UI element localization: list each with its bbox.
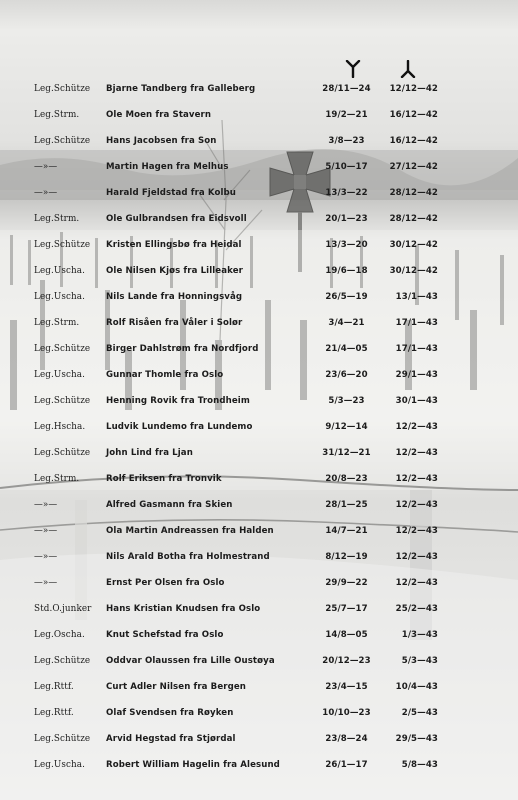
death-date: 27/12—42	[389, 162, 438, 172]
death-date: 12/12—42	[389, 84, 438, 94]
birth-date: 5/3—23	[328, 396, 365, 406]
name-origin: Hans Jacobsen fra Son	[106, 136, 217, 146]
roster-row	[0, 708, 518, 722]
birth-date: 13/3—22	[325, 188, 368, 198]
roster-row	[0, 214, 518, 228]
roster-row	[0, 656, 518, 670]
death-date: 28/12—42	[389, 214, 438, 224]
death-date: 17/1—43	[395, 344, 438, 354]
rank: Leg.Schütze	[34, 240, 91, 250]
death-date: 28/12—42	[389, 188, 438, 198]
rank: Leg.Rttf.	[34, 708, 74, 718]
birth-date: 26/1—17	[325, 760, 368, 770]
birth-date: 28/1—25	[325, 500, 368, 510]
name-origin: Alfred Gasmann fra Skien	[106, 500, 233, 510]
death-date: 16/12—42	[389, 136, 438, 146]
roster-row	[0, 760, 518, 774]
birth-date: 25/7—17	[325, 604, 368, 614]
death-date: 29/5—43	[395, 734, 438, 744]
roster-row	[0, 292, 518, 306]
birth-rune-icon	[344, 60, 362, 78]
rank: Leg.Schütze	[34, 656, 91, 666]
death-date: 12/2—43	[395, 578, 438, 588]
birth-date: 31/12—21	[322, 448, 371, 458]
death-date: 12/2—43	[395, 422, 438, 432]
name-origin: Robert William Hagelin fra Alesund	[106, 760, 280, 770]
roster-row	[0, 422, 518, 436]
rank: —»—	[34, 162, 58, 172]
rank: —»—	[34, 188, 58, 198]
roster-row	[0, 266, 518, 280]
birth-date: 14/8—05	[325, 630, 368, 640]
death-date: 13/1—43	[395, 292, 438, 302]
name-origin: Ole Moen fra Stavern	[106, 110, 212, 120]
name-origin: Olaf Svendsen fra Røyken	[106, 708, 234, 718]
rank: —»—	[34, 500, 58, 510]
name-origin: Rolf Risåen fra Våler i Solør	[106, 318, 243, 328]
rank: Leg.Schütze	[34, 448, 91, 458]
birth-date: 10/10—23	[322, 708, 371, 718]
rank: Leg.Uscha.	[34, 266, 86, 276]
death-date: 30/12—42	[389, 266, 438, 276]
name-origin: Ola Martin Andreassen fra Halden	[106, 526, 274, 536]
death-date: 2/5—43	[401, 708, 438, 718]
death-date: 12/2—43	[395, 448, 438, 458]
name-origin: Martin Hagen fra Melhus	[106, 162, 229, 172]
name-origin: Harald Fjeldstad fra Kolbu	[106, 188, 237, 198]
death-date: 5/3—43	[401, 656, 438, 666]
name-origin: Kristen Ellingsbø fra Heidal	[106, 240, 242, 250]
death-rune-icon	[399, 60, 417, 78]
rank: Leg.Strm.	[34, 110, 80, 120]
birth-date: 23/6—20	[325, 370, 368, 380]
roster-row	[0, 682, 518, 696]
name-origin: Curt Adler Nilsen fra Bergen	[106, 682, 246, 692]
roster-row	[0, 500, 518, 514]
roster-row	[0, 578, 518, 592]
death-date: 10/4—43	[395, 682, 438, 692]
roster-row	[0, 110, 518, 124]
name-origin: John Lind fra Ljan	[106, 448, 193, 458]
birth-date: 5/10—17	[325, 162, 368, 172]
roster-row	[0, 318, 518, 332]
name-origin: Hans Kristian Knudsen fra Oslo	[106, 604, 261, 614]
death-date: 17/1—43	[395, 318, 438, 328]
birth-date: 21/4—05	[325, 344, 368, 354]
birth-date: 23/8—24	[325, 734, 368, 744]
birth-date: 20/12—23	[322, 656, 371, 666]
rank: Leg.Schütze	[34, 136, 91, 146]
name-origin: Ludvik Lundemo fra Lundemo	[106, 422, 253, 432]
roster-row	[0, 396, 518, 410]
name-origin: Arvid Hegstad fra Stjørdal	[106, 734, 236, 744]
roster-row	[0, 84, 518, 98]
roster-row	[0, 370, 518, 384]
birth-date: 14/7—21	[325, 526, 368, 536]
birth-date: 19/6—18	[325, 266, 368, 276]
rank: Leg.Strm.	[34, 474, 80, 484]
roster-row	[0, 344, 518, 358]
rank: Leg.Uscha.	[34, 292, 86, 302]
death-date: 12/2—43	[395, 500, 438, 510]
roster-row	[0, 448, 518, 462]
death-date: 12/2—43	[395, 474, 438, 484]
death-date: 30/12—42	[389, 240, 438, 250]
roster-row	[0, 734, 518, 748]
rank: Leg.Hscha.	[34, 422, 86, 432]
birth-date: 29/9—22	[325, 578, 368, 588]
rank: Leg.Strm.	[34, 318, 80, 328]
name-origin: Rolf Eriksen fra Tronvik	[106, 474, 222, 484]
name-origin: Gunnar Thomle fra Oslo	[106, 370, 224, 380]
rank: Leg.Schütze	[34, 734, 91, 744]
name-origin: Nils Arald Botha fra Holmestrand	[106, 552, 270, 562]
rank: Leg.Schütze	[34, 396, 91, 406]
death-date: 5/8—43	[401, 760, 438, 770]
rank: —»—	[34, 526, 58, 536]
name-origin: Ole Nilsen Kjøs fra Lilleaker	[106, 266, 243, 276]
roster-row	[0, 240, 518, 254]
death-date: 12/2—43	[395, 552, 438, 562]
birth-date: 9/12—14	[325, 422, 368, 432]
birth-date: 3/4—21	[328, 318, 365, 328]
roster-row	[0, 604, 518, 618]
name-origin: Ole Gulbrandsen fra Eidsvoll	[106, 214, 247, 224]
name-origin: Birger Dahlstrøm fra Nordfjord	[106, 344, 259, 354]
birth-date: 8/12—19	[325, 552, 368, 562]
death-date: 16/12—42	[389, 110, 438, 120]
birth-date: 23/4—15	[325, 682, 368, 692]
name-origin: Ernst Per Olsen fra Oslo	[106, 578, 225, 588]
rank: Leg.Uscha.	[34, 370, 86, 380]
rank: —»—	[34, 552, 58, 562]
rank: —»—	[34, 578, 58, 588]
rank: Leg.Oscha.	[34, 630, 85, 640]
roster-row	[0, 162, 518, 176]
rank: Leg.Uscha.	[34, 760, 86, 770]
rank: Std.O.junker	[34, 604, 92, 614]
birth-date: 28/11—24	[322, 84, 371, 94]
column-symbols	[0, 60, 518, 82]
death-date: 30/1—43	[395, 396, 438, 406]
roster-row	[0, 136, 518, 150]
birth-date: 26/5—19	[325, 292, 368, 302]
name-origin: Bjarne Tandberg fra Galleberg	[106, 84, 256, 94]
birth-date: 3/8—23	[328, 136, 365, 146]
roster-row	[0, 474, 518, 488]
rank: Leg.Rttf.	[34, 682, 74, 692]
death-date: 29/1—43	[395, 370, 438, 380]
death-date: 1/3—43	[401, 630, 438, 640]
rank: Leg.Strm.	[34, 214, 80, 224]
birth-date: 13/3—20	[325, 240, 368, 250]
birth-date: 20/8—23	[325, 474, 368, 484]
rank: Leg.Schütze	[34, 84, 91, 94]
birth-date: 19/2—21	[325, 110, 368, 120]
roster-row	[0, 188, 518, 202]
rank: Leg.Schütze	[34, 344, 91, 354]
name-origin: Henning Rovik fra Trondheim	[106, 396, 250, 406]
name-origin: Oddvar Olaussen fra Lille Oustøya	[106, 656, 275, 666]
birth-date: 20/1—23	[325, 214, 368, 224]
roster-row	[0, 630, 518, 644]
death-date: 12/2—43	[395, 526, 438, 536]
death-date: 25/2—43	[395, 604, 438, 614]
name-origin: Knut Schefstad fra Oslo	[106, 630, 224, 640]
roster-row	[0, 526, 518, 540]
roster-row	[0, 552, 518, 566]
name-origin: Nils Lande fra Honningsvåg	[106, 292, 243, 302]
